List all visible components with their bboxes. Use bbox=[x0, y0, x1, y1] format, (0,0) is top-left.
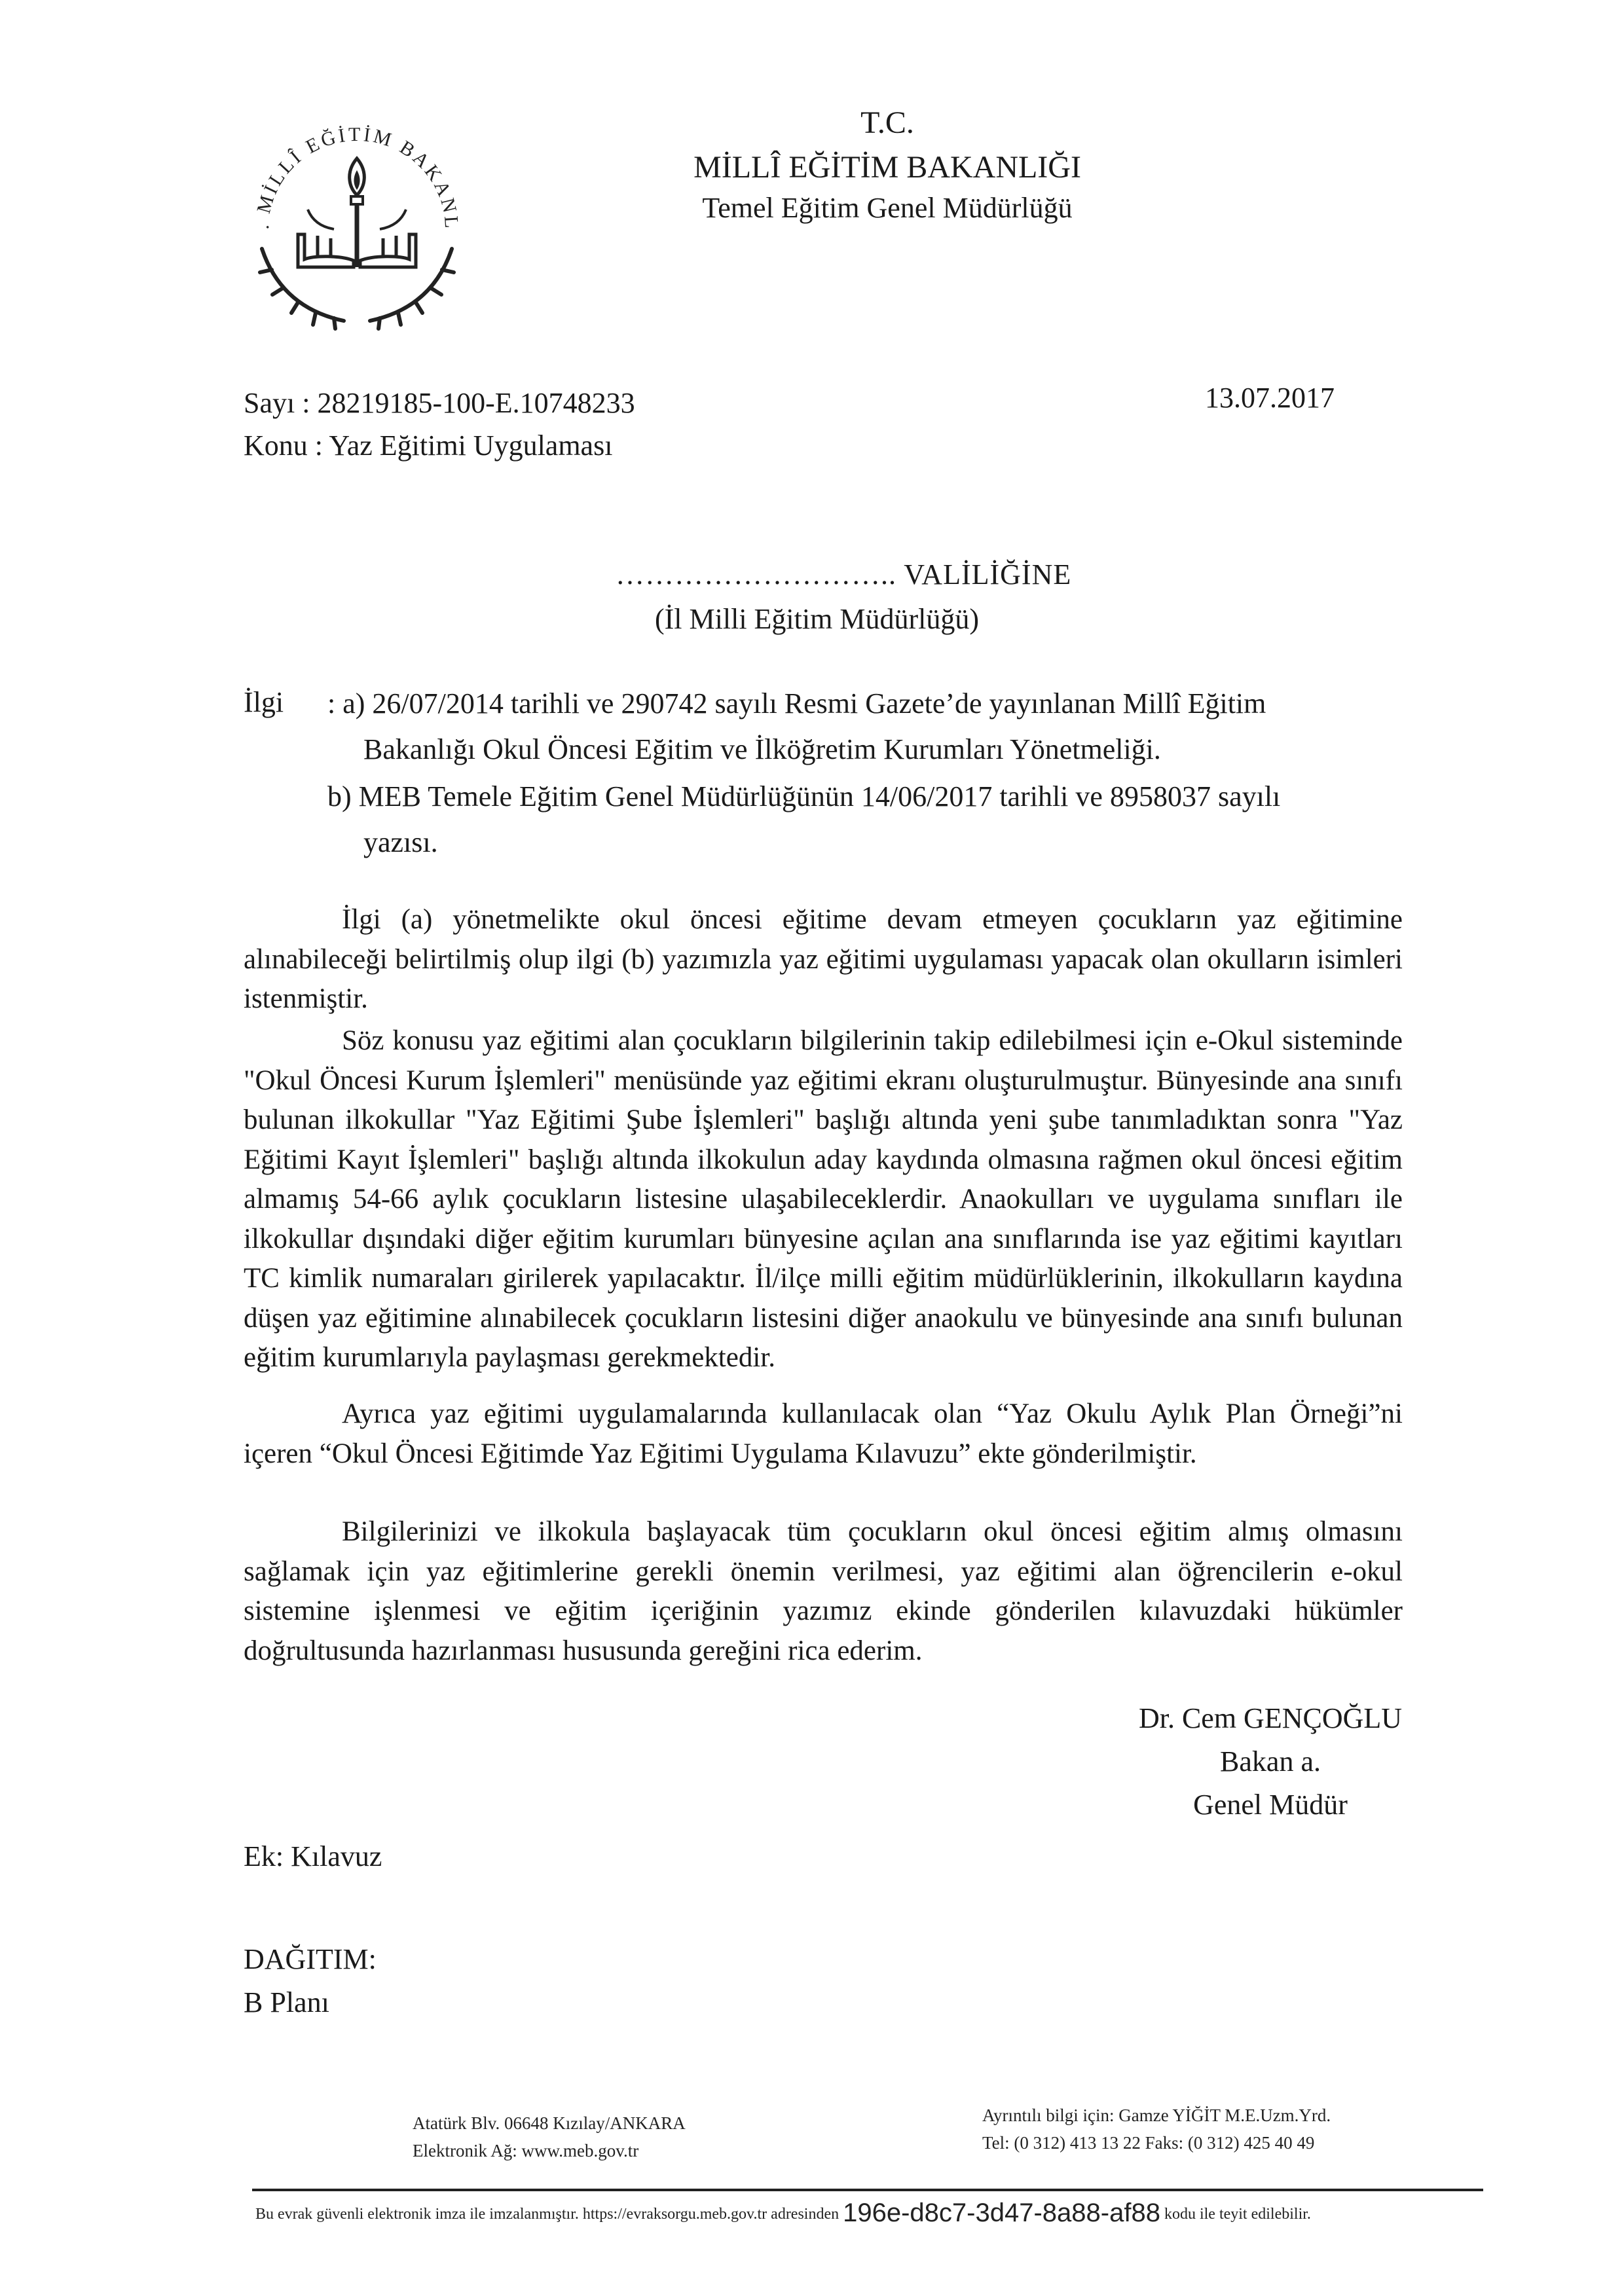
document-number: Sayı : 28219185-100-E.10748233 bbox=[244, 387, 635, 419]
header-ministry: MİLLÎ EĞİTİM BAKANLIĞI bbox=[693, 150, 1081, 185]
header-directorate: Temel Eğitim Genel Müdürlüğü bbox=[702, 192, 1073, 224]
distribution-label: DAĞITIM: bbox=[244, 1943, 377, 1975]
verification-code: 196e-d8c7-3d47-8a88-af88 bbox=[843, 2198, 1160, 2227]
signatory-title-1: Bakan a. bbox=[1220, 1745, 1321, 1777]
document-date: 13.07.2017 bbox=[1205, 382, 1335, 414]
footer-contact-person: Ayrıntılı bilgi için: Gamze YİĞİT M.E.Uzm.Yrd. bbox=[982, 2105, 1331, 2125]
footer-divider bbox=[252, 2189, 1483, 2191]
verification-suffix: kodu ile teyit edilebilir. bbox=[1164, 2206, 1311, 2223]
footer-address bbox=[413, 2109, 686, 2164]
footer-phone-fax: Tel: (0 312) 413 13 22 Faks: (0 312) 425 40 49 bbox=[982, 2133, 1315, 2153]
body-paragraph-1: İlgi (a) yönetmelikte okul öncesi eğitime devam etmeyen çocukların yaz eğitimine alınabileceği belirtilmiş olup ilgi (b) yazımızla yaz eğitimi uygulaması yapacak olan okulların isimleri istenmiştir. bbox=[244, 904, 1403, 1014]
reference-a-line2: Bakanlığı Okul Öncesi Eğitim ve İlköğretim Kurumları Yönetmeliği. bbox=[363, 733, 1161, 765]
body-paragraph-2: Söz konusu yaz eğitimi alan çocukların bilgilerinin takip edilebilmesi için e-Okul sisteminde "Okul Öncesi Kurum İşlemleri" menüsünde yaz eğitimi ekranı oluşturulmuştur. Bünyesinde ana sınıfı bulunan ilkokullar "Yaz Eğitimi Şube İşlemleri" başlığı altında yeni şube tanımladıktan sonra "Yaz Eğitimi Kayıt İşlemleri" başlığı altında ilkokulun aday kaydında olmasına rağmen okul öncesi eğitim almamış 54-66 aylık çocukların listesine ulaşabileceklerdir. Anaokulları ve uygulama sınıfları ile ilkokullar dışındaki diğer eğitim kurumları bünyesine açılan ana sınıflarında ise yaz eğitimi kayıtları TC kimlik numaraları girilerek yapılacaktır. İl/ilçe milli eğitim müdürlüklerinin, ilkokulların kaydına düşen yaz eğitimine alınabilecek çocukların listesini diğer anaokulu ve bünyesinde ana sınıfı bulunan eğitim kurumlarıyla paylaşması gerekmektedir. bbox=[244, 1025, 1403, 1373]
header-tc: T.C. bbox=[860, 105, 914, 140]
ministry-seal-logo bbox=[236, 98, 478, 340]
signature-block bbox=[1126, 1697, 1414, 1827]
addressee-governorship: ……………………….. VALİLİĞİNE bbox=[616, 558, 1072, 591]
reference-a bbox=[327, 681, 1375, 773]
body-paragraph-3: Ayrıca yaz eğitimi uygulamalarında kullanılacak olan “Yaz Okulu Aylık Plan Örneği”ni içeren “Okul Öncesi Eğitimde Yaz Eğitimi Uygulama Kılavuzu” ekte gönderilmiştir. bbox=[244, 1398, 1403, 1469]
addressee-directorate: (İl Milli Eğitim Müdürlüğü) bbox=[655, 603, 979, 635]
signatory-name: Dr. Cem GENÇOĞLU bbox=[1138, 1702, 1403, 1734]
distribution-block bbox=[244, 1938, 377, 2024]
footer-address-line1: Atatürk Blv. 06648 Kızılay/ANKARA bbox=[413, 2113, 686, 2133]
document-subject: Konu : Yaz Eğitimi Uygulaması bbox=[244, 429, 613, 462]
body-paragraph-4: Bilgilerinizi ve ilkokula başlayacak tüm çocukların okul öncesi eğitim almış olmasını sağlamak için yaz eğitimlerine gerekli önemin verilmesi, yaz eğitimi alan öğrencilerin e-okul sistemine işlenmesi ve eğitim içeriğinin yazımız ekinde gönderilen kılavuzdaki hükümler doğrultusunda hazırlanması hususunda gereğini rica ederim. bbox=[244, 1516, 1403, 1666]
distribution-item: B Planı bbox=[244, 1986, 329, 2018]
reference-b-line1: b) MEB Temele Eğitim Genel Müdürlüğünün 14/06/2017 tarihli ve 8958037 sayılı bbox=[327, 780, 1281, 812]
reference-b-line2: yazısı. bbox=[363, 826, 438, 858]
svg-text:T.C. MİLLÎ EĞİTİM BAKANLIĞI bbox=[236, 98, 462, 231]
attachment-note: Ek: Kılavuz bbox=[244, 1840, 382, 1872]
verification-line bbox=[255, 2198, 1311, 2228]
reference-label: İlgi bbox=[244, 686, 284, 718]
footer-contact bbox=[982, 2102, 1331, 2157]
seal-text: . MİLLÎ EĞİTİM BAKANL bbox=[251, 123, 463, 232]
reference-b bbox=[327, 774, 1375, 866]
reference-a-line1: : a) 26/07/2014 tarihli ve 290742 sayılı Resmi Gazete’de yayınlanan Millî Eğitim bbox=[327, 687, 1266, 720]
footer-website: Elektronik Ağ: www.meb.gov.tr bbox=[413, 2141, 639, 2160]
verification-prefix: Bu evrak güvenli elektronik imza ile imzalanmıştır. https://evraksorgu.meb.gov.tr adresinden bbox=[255, 2206, 840, 2223]
signatory-title-2: Genel Müdür bbox=[1193, 1789, 1348, 1821]
